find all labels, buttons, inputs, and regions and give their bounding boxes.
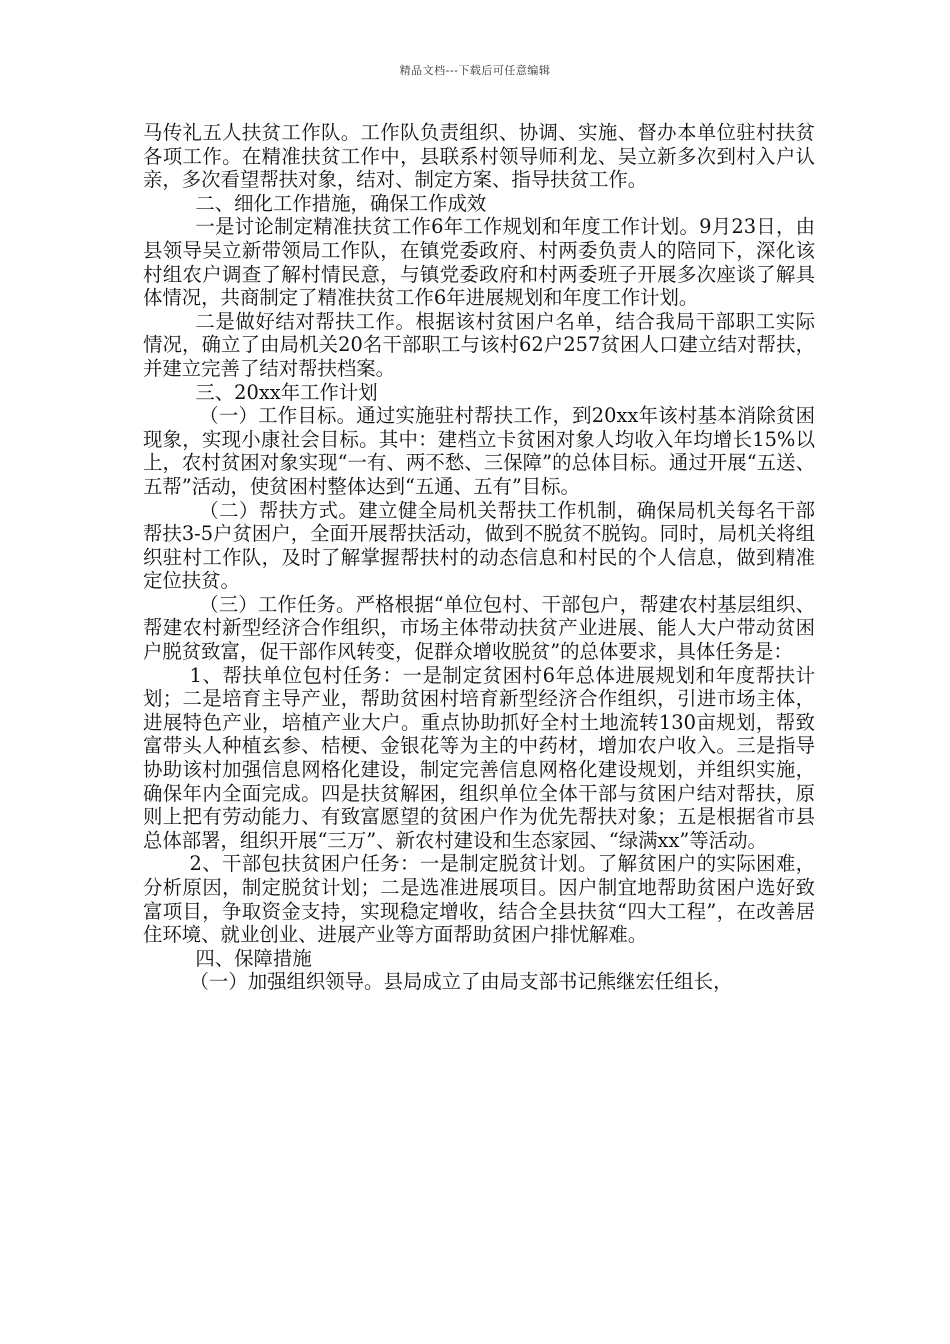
document-body	[143, 121, 815, 994]
paragraph-assistance-method: （二）帮扶方式。建立健全局机关帮扶工作机制，确保局机关每名干部帮扶3-5户贫困户，全面开展帮扶活动，做到不脱贫不脱钩。同时，局机关将组织驻村工作队，及时了解掌握帮扶村的动态信息和村民的个人信息，做到精准定位扶贫。	[143, 498, 815, 593]
paragraph-pairing: 二是做好结对帮扶工作。根据该村贫困户名单，结合我局干部职工实际情况，确立了由局机关20名干部职工与该村62户257贫困人口建立结对帮扶，并建立完善了结对帮扶档案。	[143, 309, 815, 380]
paragraph-organization: （一）加强组织领导。县局成立了由局支部书记熊继宏任组长，	[189, 970, 733, 994]
paragraph-unit-tasks: 1、帮扶单位包村任务：一是制定贫困村6年总体进展规划和年度帮扶计划；二是培育主导产业，帮助贫困村培育新型经济合作组织，引进市场主体，进展特色产业，培植产业大户。重点协助抓好全村土地流转130亩规划，帮致富带头人种植玄参、桔梗、金银花等为主的中药材，增加农户收入。三是指导协助该村加强信息网格化建设，制定完善信息网格化建设规划，并组织实施，确保年内全面完成。四是扶贫解困，组织单位全体干部与贫困户结对帮扶，原则上把有劳动能力、有致富愿望的贫困户作为优先帮扶对象；五是根据省市县总体部署，组织开展“三万”、新农村建设和生态家园、“绿满xx”等活动。	[143, 663, 815, 852]
paragraph-work-goal: （一）工作目标。通过实施驻村帮扶工作，到20xx年该村基本消除贫困现象，实现小康社会目标。其中：建档立卡贫困对象人均收入年均增长15%以上，农村贫困对象实现“一有、两不愁、三保障”的总体目标。通过开展“五送、五帮”活动，使贫困村整体达到“五通、五有”目标。	[143, 404, 815, 498]
page-header: 精品文档---下载后可任意编辑	[399, 64, 551, 77]
section-heading-3: 三、20xx年工作计划	[195, 380, 378, 404]
section-heading-2: 二、细化工作措施，确保工作成效	[195, 191, 487, 215]
paragraph-cadre-tasks: 2、干部包扶贫困户任务：一是制定脱贫计划。了解贫困户的实际困难，分析原因，制定脱贫计划；二是选准进展项目。因户制宜地帮助贫困户选好致富项目，争取资金支持，实现稳定增收，结合全县扶贫“四大工程”，在改善居住环境、就业创业、进展产业等方面帮助贫困户排忧解难。	[143, 852, 815, 947]
section-heading-4: 四、保障措施	[195, 946, 312, 970]
paragraph-work-tasks: （三）工作任务。严格根据“单位包村、干部包户，帮建农村基层组织、帮建农村新型经济合作组织，市场主体带动扶贫产业进展、能人大户带动贫困户脱贫致富，促干部作风转变，促群众增收脱贫”的总体要求，具体任务是：	[143, 592, 815, 664]
paragraph-work-team: 马传礼五人扶贫工作队。工作队负责组织、协调、实施、督办本单位驻村扶贫各项工作。在精准扶贫工作中，县联系村领导师利龙、吴立新多次到村入户认亲，多次看望帮扶对象，结对、制定方案、指导扶贫工作。	[143, 121, 815, 192]
paragraph-planning: 一是讨论制定精准扶贫工作6年工作规划和年度工作计划。9月23日，由县领导吴立新带领局工作队，在镇党委政府、村两委负责人的陪同下，深化该村组农户调查了解村情民意，与镇党委政府和村两委班子开展多次座谈了解具体情况，共商制定了精准扶贫工作6年进展规划和年度工作计划。	[143, 215, 815, 310]
